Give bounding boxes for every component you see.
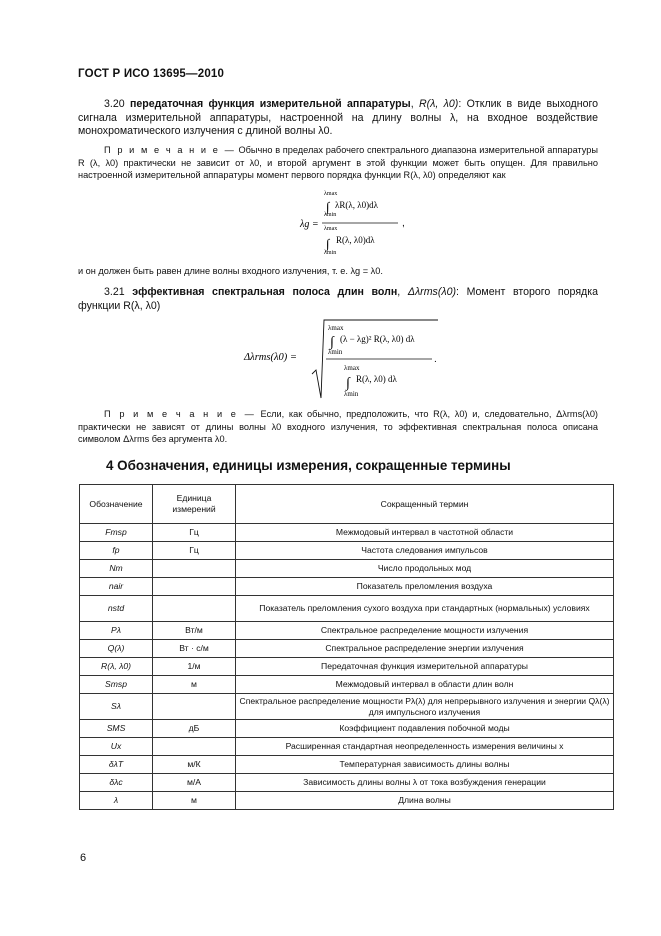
term-cell: Спектральное распределение мощности Pλ(λ) для непрерывного излучения и энергии Qλ(λ) для импульсного излучения — [236, 694, 614, 720]
symbol-cell: Pλ — [80, 622, 153, 640]
header-cell: Обозначение — [80, 485, 153, 524]
term-cell: Показатель преломления воздуха — [236, 578, 614, 596]
table-row — [80, 542, 614, 560]
term-cell: Частота следования импульсов — [236, 542, 614, 560]
table-row — [80, 792, 614, 810]
unit-cell: м/К — [153, 756, 236, 774]
table-row — [80, 524, 614, 542]
table-header-row — [80, 485, 614, 524]
table-row — [80, 738, 614, 756]
table-row — [80, 658, 614, 676]
table-row — [80, 720, 614, 738]
upper-limit: λmax — [324, 191, 338, 197]
table-row — [80, 774, 614, 792]
unit-cell — [153, 596, 236, 622]
symbol-cell: R(λ, λ0) — [80, 658, 153, 676]
table-row — [80, 622, 614, 640]
section-heading: 4 Обозначения, единицы измерения, сокращенные термины — [106, 458, 511, 473]
unit-cell: Гц — [153, 524, 236, 542]
table-row — [80, 560, 614, 578]
note-text: Обычно в пределах рабочего спектрального диапазона измерительной аппаратуры R (λ, λ0) практически не зависит от λ0, и второй аргумент в этой функции может быть опущен. Для правильно настроенной измерительной аппаратуры момент первого порядка функции R(λ, λ0) определяют как — [78, 145, 598, 180]
note-label: П р и м е ч а н и е — — [104, 145, 236, 155]
unit-cell — [153, 738, 236, 756]
symbol-cell: δλc — [80, 774, 153, 792]
formula-lambda-g — [290, 186, 430, 258]
header-cell: Единица измерений — [153, 485, 236, 524]
unit-cell: дБ — [153, 720, 236, 738]
table-row — [80, 756, 614, 774]
note-2 — [78, 408, 598, 446]
header-cell: Сокращенный термин — [236, 485, 614, 524]
lower-limit: λmin — [344, 390, 359, 398]
page-number: 6 — [80, 852, 87, 864]
note-label: П р и м е ч а н и е — — [104, 409, 256, 419]
term-number: 3.21 — [104, 286, 125, 298]
unit-cell — [153, 578, 236, 596]
denominator: R(λ, λ0) dλ — [356, 374, 397, 384]
integral-sign: ∫ — [326, 199, 330, 214]
numerator: λR(λ, λ0)dλ — [335, 200, 378, 210]
unit-cell: м — [153, 676, 236, 694]
term-3-20: 3.20 передаточная функция измерительной аппаратуры, R(λ, λ0): Отклик в виде выходного сигнала измерительной аппаратуры, настроенной на длину волны λ, на входное воздействие монохроматического излучения с длиной волны λ0. — [78, 98, 599, 137]
note-text: Если, как обычно, предположить, что R(λ, λ0) и, следовательно, Δλrms(λ0) практически не зависят от длины волны λ0 входного излучения, то эффективная спектральная полоса описана символом Δλrms без аргумента λ0. — [78, 409, 598, 444]
table-body — [80, 524, 614, 810]
unit-cell: м — [153, 792, 236, 810]
term-symbol: Δλrms(λ0) — [407, 286, 456, 298]
term-cell: Спектральное распределение энергии излучения — [236, 640, 614, 658]
symbol-cell: Sλ — [80, 694, 153, 720]
integral-sign: ∫ — [346, 376, 350, 391]
term-cell: Коэффициент подавления побочной моды — [236, 720, 614, 738]
term-cell: Температурная зависимость длины волны — [236, 756, 614, 774]
term-cell: Межмодовый интервал в области длин волн — [236, 676, 614, 694]
term-cell: Зависимость длины волны λ от тока возбуждения генерации — [236, 774, 614, 792]
unit-cell — [153, 694, 236, 720]
upper-limit: λmax — [324, 226, 338, 232]
symbol-cell: λ — [80, 792, 153, 810]
comma: , — [402, 218, 405, 229]
symbol-cell: Smsp — [80, 676, 153, 694]
term-cell: Межмодовый интервал в частотной области — [236, 524, 614, 542]
unit-cell: Вт · с/м — [153, 640, 236, 658]
term-symbol: R(λ, λ0) — [419, 98, 459, 110]
symbol-cell: Q(λ) — [80, 640, 153, 658]
period: . — [434, 354, 437, 365]
note-1 — [78, 144, 598, 182]
symbol-cell: fp — [80, 542, 153, 560]
term-title: эффективная спектральная полоса длин волн — [132, 286, 398, 298]
numerator: (λ − λg)² R(λ, λ0) dλ — [340, 334, 415, 344]
table-row — [80, 694, 614, 720]
integral-sign: ∫ — [326, 236, 330, 251]
symbol-cell: Ux — [80, 738, 153, 756]
formula-delta-lambda-rms — [240, 318, 450, 400]
unit-cell — [153, 560, 236, 578]
symbol-cell: SMS — [80, 720, 153, 738]
term-3-21: 3.21 эффективная спектральная полоса длин волн, Δλrms(λ0): Момент второго порядка функции R(λ, λ0) — [78, 286, 598, 312]
term-cell: Расширенная стандартная неопределенность измерения величины x — [236, 738, 614, 756]
term-cell: Передаточная функция измерительной аппаратуры — [236, 658, 614, 676]
formula-lhs: λg = — [300, 219, 319, 230]
note-1-continuation: и он должен быть равен длине волны входного излучения, т. е. λg = λ0. — [78, 266, 383, 276]
unit-cell: 1/м — [153, 658, 236, 676]
term-title: передаточная функция измерительной аппаратуры — [129, 98, 411, 110]
integral-sign: ∫ — [330, 335, 334, 350]
lower-limit: λmin — [324, 212, 337, 218]
lower-limit: λmin — [324, 250, 337, 256]
upper-limit: λmax — [328, 324, 344, 332]
document-header: ГОСТ Р ИСО 13695—2010 — [78, 68, 225, 80]
lower-limit: λmin — [328, 348, 343, 356]
symbol-cell: Fmsp — [80, 524, 153, 542]
symbol-cell: nair — [80, 578, 153, 596]
unit-cell: Гц — [153, 542, 236, 560]
term-definition: : Момент второго порядка функции R(λ, λ0) — [78, 286, 598, 312]
symbols-table — [79, 484, 614, 810]
table-row — [80, 676, 614, 694]
unit-cell: м/А — [153, 774, 236, 792]
term-cell: Показатель преломления сухого воздуха при стандартных (нормальных) условиях — [236, 596, 614, 622]
term-definition: : Отклик в виде выходного сигнала измерительной аппаратуры, настроенной на длину волны λ, на входное воздействие монохроматического излучения с длиной волны λ0. — [78, 98, 599, 137]
term-cell: Длина волны — [236, 792, 614, 810]
formula-lhs: Δλrms(λ0) = — [244, 352, 297, 363]
unit-cell: Вт/м — [153, 622, 236, 640]
table-row — [80, 596, 614, 622]
term-cell: Спектральное распределение мощности излучения — [236, 622, 614, 640]
symbol-cell: Nm — [80, 560, 153, 578]
term-number: 3.20 — [104, 98, 125, 110]
table-row — [80, 640, 614, 658]
upper-limit: λmax — [344, 364, 360, 372]
symbol-cell: nstd — [80, 596, 153, 622]
symbol-cell: δλT — [80, 756, 153, 774]
denominator: R(λ, λ0)dλ — [336, 235, 375, 245]
term-cell: Число продольных мод — [236, 560, 614, 578]
table-row — [80, 578, 614, 596]
